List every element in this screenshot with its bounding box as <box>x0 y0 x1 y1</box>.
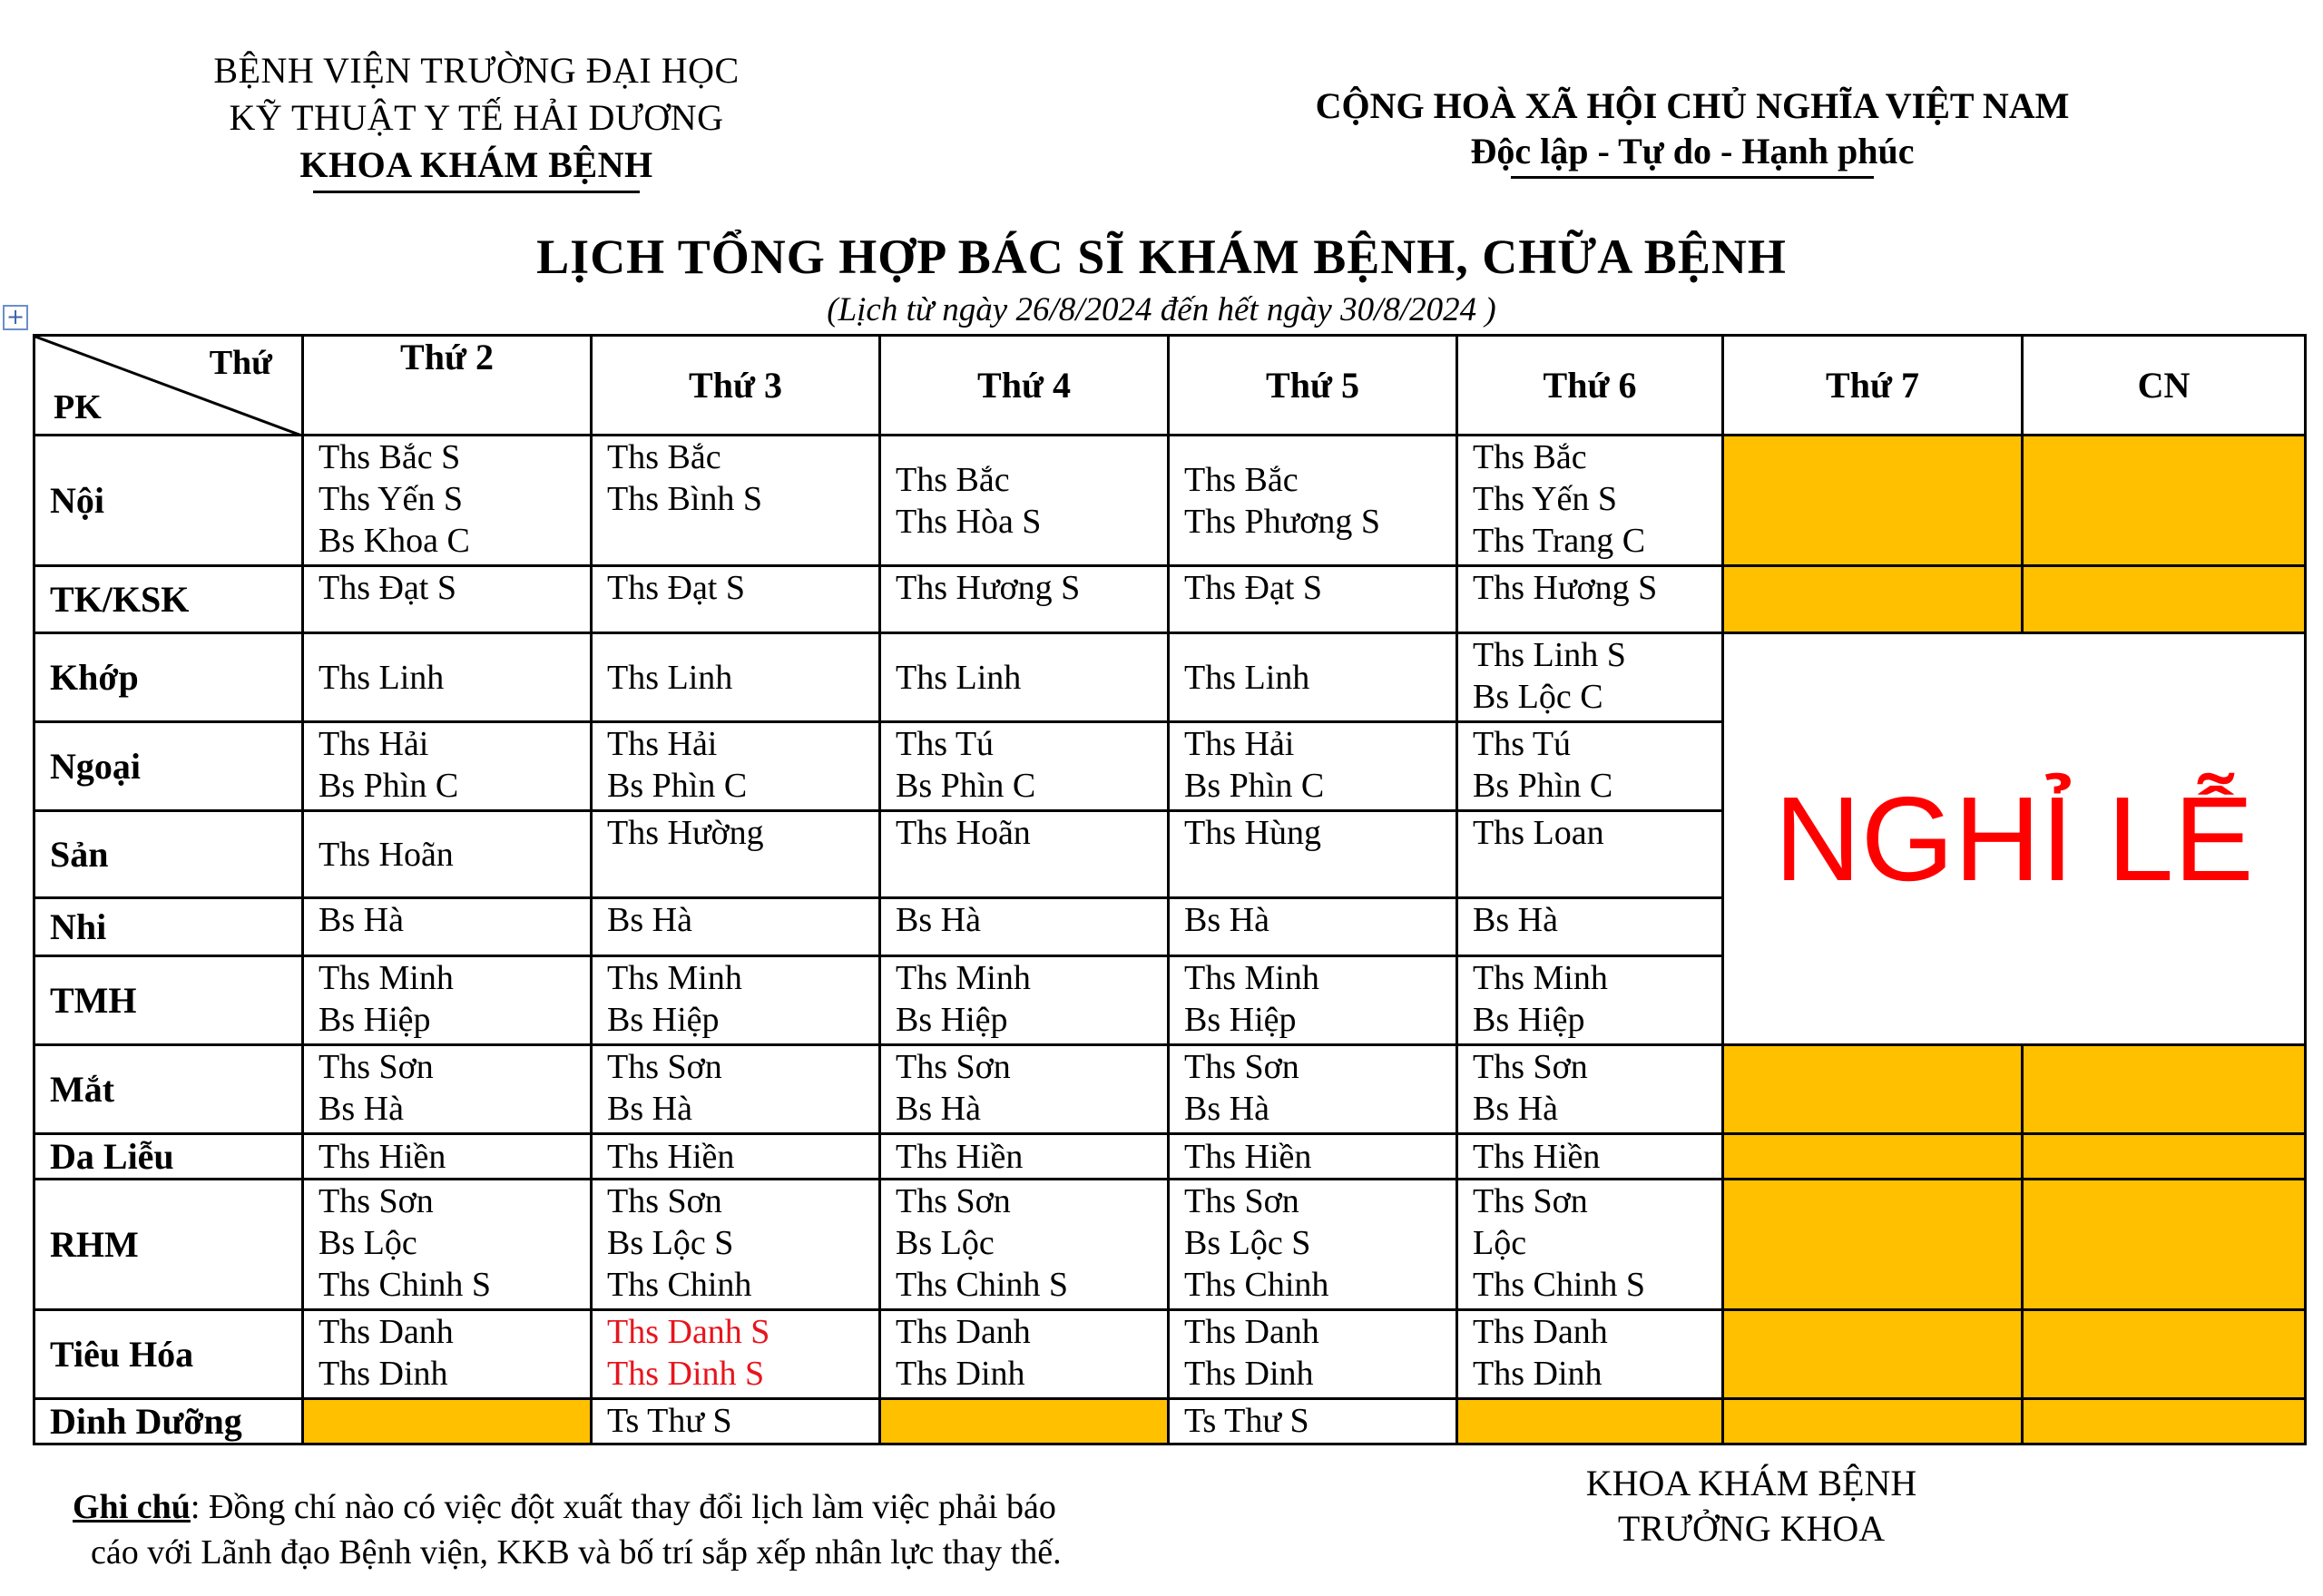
schedule-row <box>34 436 2306 566</box>
signature-title: TRƯỞNG KHOA <box>1617 1508 1886 1549</box>
table-move-handle-icon[interactable]: + <box>3 305 28 330</box>
schedule-row <box>34 1310 2306 1399</box>
doctor-cell: Ths Linh <box>1169 633 1457 722</box>
doctor-cell: Ths Sơn Bs Lộc S Ths Chinh <box>592 1180 880 1310</box>
doctor-cell: Ths Minh Bs Hiệp <box>592 956 880 1045</box>
day-header: Thứ 7 <box>1723 336 2023 436</box>
doctor-cell: Ths Tú Bs Phìn C <box>1457 722 1723 811</box>
doctor-cell: Ths Hải Bs Phìn C <box>592 722 880 811</box>
weekend-highlight-cell <box>2023 566 2306 633</box>
org-name-line1: BỆNH VIỆN TRƯỜNG ĐẠI HỌC <box>213 50 740 91</box>
clinic-name-cell: Mắt <box>34 1045 303 1134</box>
weekend-highlight-cell <box>2023 436 2306 566</box>
doctor-cell: Ts Thư S <box>1169 1399 1457 1444</box>
org-name-line2: KỸ THUẬT Y TẾ HẢI DƯƠNG <box>229 97 724 138</box>
doctor-cell: Ths Bắc Ths Bình S <box>592 436 880 566</box>
clinic-name-cell: RHM <box>34 1180 303 1310</box>
doctor-cell: Ths Hải Bs Phìn C <box>303 722 592 811</box>
doctor-cell: Ths Sơn Bs Lộc S Ths Chinh <box>1169 1180 1457 1310</box>
holiday-cell: NGHỈ LỄ <box>1723 633 2306 1045</box>
weekend-highlight-cell <box>1723 436 2023 566</box>
doctor-cell: Ths Đạt S <box>1169 566 1457 633</box>
org-header <box>136 47 817 193</box>
clinic-name-cell: Nội <box>34 436 303 566</box>
corner-header-cell <box>34 336 303 436</box>
day-header: CN <box>2023 336 2306 436</box>
clinic-name-cell: Dinh Dưỡng <box>34 1399 303 1444</box>
day-header: Thứ 5 <box>1169 336 1457 436</box>
note-text-line1: : Đồng chí nào có việc đột xuất thay đổi lịch làm việc phải báo <box>190 1488 1056 1526</box>
clinic-name-cell: Ngoại <box>34 722 303 811</box>
doctor-cell: Bs Hà <box>880 898 1169 956</box>
doctor-cell: Ths Bắc Ths Yến S Ths Trang C <box>1457 436 1723 566</box>
weekend-highlight-cell <box>2023 1399 2306 1444</box>
doctor-cell: Ths Danh Ths Dinh <box>1169 1310 1457 1399</box>
highlight-cell <box>880 1399 1169 1444</box>
doctor-cell: Ths Sơn Bs Hà <box>1457 1045 1723 1134</box>
clinic-name-cell: Da Liễu <box>34 1134 303 1180</box>
weekend-highlight-cell <box>2023 1134 2306 1180</box>
doctor-cell: Bs Hà <box>303 898 592 956</box>
doctor-cell: Ths Hiền <box>592 1134 880 1180</box>
doctor-cell: Ths Sơn Bs Lộc Ths Chinh S <box>303 1180 592 1310</box>
doctor-cell: Ths Sơn Bs Hà <box>592 1045 880 1134</box>
weekend-highlight-cell <box>1723 1134 2023 1180</box>
doctor-cell: Ths Hiền <box>303 1134 592 1180</box>
clinic-name-cell: Sản <box>34 811 303 898</box>
corner-pk-label: PK <box>54 388 102 426</box>
schedule-row <box>34 566 2306 633</box>
clinic-name-cell: Khớp <box>34 633 303 722</box>
weekend-highlight-cell <box>2023 1310 2306 1399</box>
weekend-highlight-cell <box>2023 1045 2306 1134</box>
doctor-cell: Bs Hà <box>592 898 880 956</box>
doctor-cell: Ths Đạt S <box>303 566 592 633</box>
clinic-name-cell: Nhi <box>34 898 303 956</box>
doctor-cell: Ths Minh Bs Hiệp <box>303 956 592 1045</box>
doctor-cell: Ths Hải Bs Phìn C <box>1169 722 1457 811</box>
department-name: KHOA KHÁM BỆNH <box>299 144 653 185</box>
weekend-highlight-cell <box>2023 1180 2306 1310</box>
doctor-cell: Ths Danh Ths Dinh <box>1457 1310 1723 1399</box>
doctor-cell: Ths Linh S Bs Lộc C <box>1457 633 1723 722</box>
doctor-cell: Ths Sơn Bs Lộc Ths Chinh S <box>880 1180 1169 1310</box>
doctor-cell: Ths Sơn Bs Hà <box>303 1045 592 1134</box>
doctor-cell: Ths Hương S <box>1457 566 1723 633</box>
schedule-row <box>34 1045 2306 1134</box>
day-header: Thứ 4 <box>880 336 1169 436</box>
doctor-cell: Ths Danh Ths Dinh <box>880 1310 1169 1399</box>
doctor-cell: Ths Hoãn <box>880 811 1169 898</box>
weekend-highlight-cell <box>1723 1180 2023 1310</box>
highlight-cell <box>1457 1399 1723 1444</box>
footnote <box>73 1484 1252 1575</box>
clinic-name-cell: TMH <box>34 956 303 1045</box>
signature-dept: KHOA KHÁM BỆNH <box>1585 1463 1917 1503</box>
doctor-cell: Ts Thư S <box>592 1399 880 1444</box>
weekend-highlight-cell <box>1723 566 2023 633</box>
nation-name: CỘNG HOÀ XÃ HỘI CHỦ NGHĨA VIỆT NAM <box>1315 85 2070 126</box>
weekend-highlight-cell <box>1723 1310 2023 1399</box>
schedule-table <box>33 334 2307 1445</box>
doctor-cell: Ths Minh Bs Hiệp <box>1457 956 1723 1045</box>
document-subtitle: (Lịch từ ngày 26/8/2024 đến hết ngày 30/8/2024 ) <box>827 291 1496 328</box>
schedule-row <box>34 1399 2306 1444</box>
national-motto: Độc lập - Tự do - Hạnh phúc <box>1470 131 1915 171</box>
schedule-row <box>34 1134 2306 1180</box>
day-header: Thứ 2 <box>303 336 592 436</box>
note-text-line2: cáo với Lãnh đạo Bệnh viện, KKB và bố trí sắp xếp nhân lực thay thế. <box>91 1533 1062 1572</box>
doctor-cell: Ths Danh Ths Dinh <box>303 1310 592 1399</box>
doctor-cell: Ths Hiền <box>1169 1134 1457 1180</box>
department-underline <box>313 191 640 193</box>
corner-day-label: Thứ <box>209 344 272 382</box>
clinic-name-cell: Tiêu Hóa <box>34 1310 303 1399</box>
doctor-cell: Bs Hà <box>1457 898 1723 956</box>
doctor-cell: Ths Minh Bs Hiệp <box>880 956 1169 1045</box>
doctor-cell: Bs Hà <box>1169 898 1457 956</box>
doctor-cell: Ths Hùng <box>1169 811 1457 898</box>
doctor-cell: Ths Hường <box>592 811 880 898</box>
weekend-highlight-cell <box>1723 1399 2023 1444</box>
doctor-cell: Ths Bắc Ths Hòa S <box>880 436 1169 566</box>
doctor-cell: Ths Linh <box>303 633 592 722</box>
highlight-cell <box>303 1399 592 1444</box>
day-header: Thứ 3 <box>592 336 880 436</box>
weekend-highlight-cell <box>1723 1045 2023 1134</box>
schedule-row <box>34 633 2306 722</box>
doctor-cell: Ths Tú Bs Phìn C <box>880 722 1169 811</box>
doctor-cell: Ths Sơn Lộc Ths Chinh S <box>1457 1180 1723 1310</box>
doctor-cell: Ths Linh <box>592 633 880 722</box>
document-title: LỊCH TỔNG HỢP BÁC SĨ KHÁM BỆNH, CHỮA BỆNH <box>536 230 1787 284</box>
doctor-cell: Ths Hoãn <box>303 811 592 898</box>
doctor-cell: Ths Bắc S Ths Yến S Bs Khoa C <box>303 436 592 566</box>
doctor-cell: Ths Linh <box>880 633 1169 722</box>
doctor-cell: Ths Bắc Ths Phương S <box>1169 436 1457 566</box>
clinic-name-cell: TK/KSK <box>34 566 303 633</box>
signature-block <box>1497 1461 2005 1552</box>
doctor-cell: Ths Danh S Ths Dinh S <box>592 1310 880 1399</box>
doctor-cell: Ths Đạt S <box>592 566 880 633</box>
doctor-cell: Ths Sơn Bs Hà <box>880 1045 1169 1134</box>
doctor-cell: Ths Minh Bs Hiệp <box>1169 956 1457 1045</box>
doctor-cell: Ths Sơn Bs Hà <box>1169 1045 1457 1134</box>
header-row <box>34 336 2306 436</box>
note-label: Ghi chú <box>73 1488 191 1526</box>
schedule-row <box>34 1180 2306 1310</box>
day-header: Thứ 6 <box>1457 336 1723 436</box>
national-header <box>1252 83 2132 179</box>
motto-underline <box>1511 176 1874 179</box>
doctor-cell: Ths Hiền <box>1457 1134 1723 1180</box>
doctor-cell: Ths Hiền <box>880 1134 1169 1180</box>
doctor-cell: Ths Loan <box>1457 811 1723 898</box>
doctor-cell: Ths Hương S <box>880 566 1169 633</box>
